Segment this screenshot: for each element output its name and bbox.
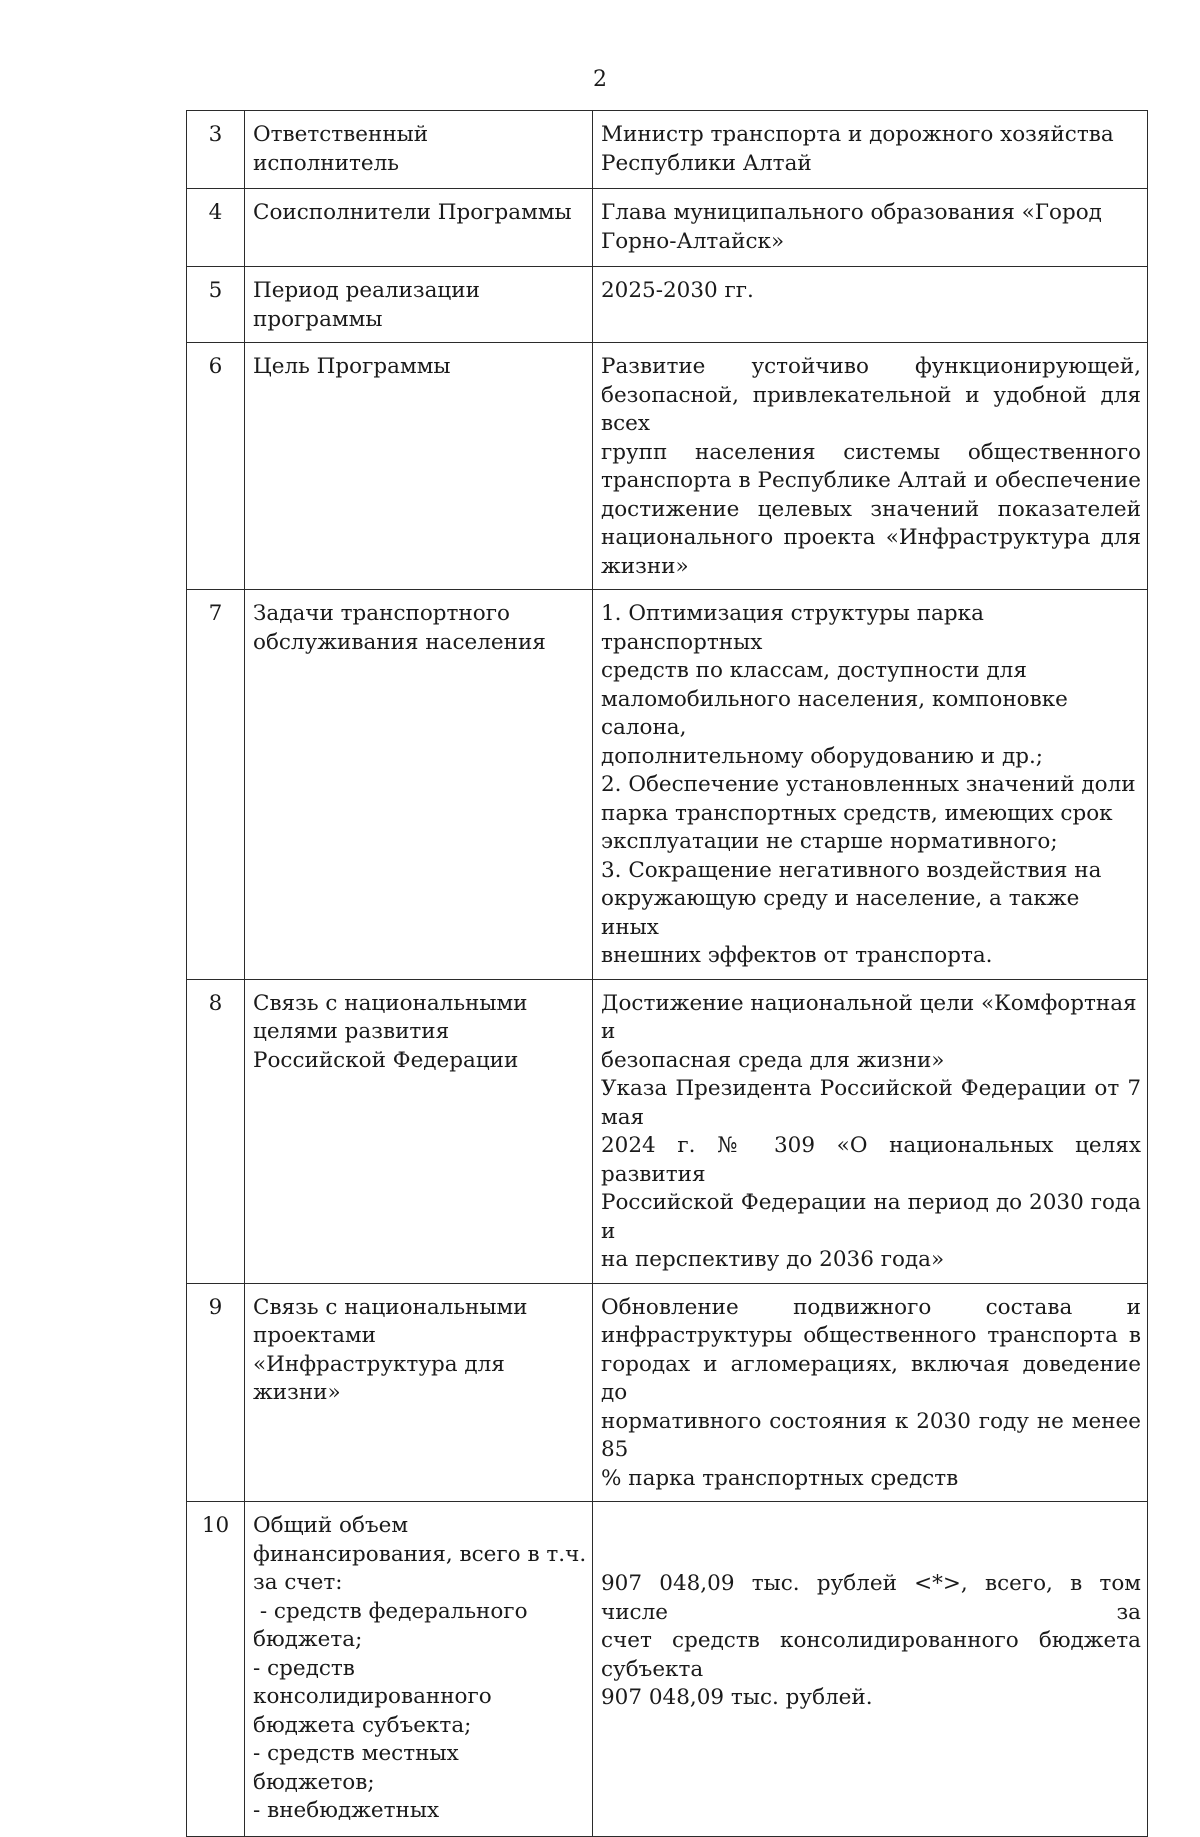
table-row bbox=[187, 979, 1148, 1283]
table-row bbox=[187, 267, 1148, 343]
row-label: Соисполнители Программы bbox=[245, 189, 593, 267]
row-number: 6 bbox=[187, 343, 245, 590]
program-passport-table bbox=[186, 110, 1148, 1837]
row-value: Обновление подвижного состава и инфраструктуры общественного транспорта в городах и агломерациях, включая доведение до нормативного состояния к 2030 году не менее 85 % парка транспортных средств bbox=[593, 1283, 1148, 1502]
row-label: Период реализации программы bbox=[245, 267, 593, 343]
row-value: 1. Оптимизация структуры парка транспортных средств по классам, доступности для маломобильного населения, компоновке салона, дополнительному оборудованию и др.; 2. Обеспечение установленных значений доли парка транспортных средств, имеющих срок эксплуатации не старше нормативного; 3. Сокращение негативного воздействия на окружающую среду и население, а также иных внешних эффектов от транспорта. bbox=[593, 590, 1148, 980]
table-row bbox=[187, 189, 1148, 267]
row-value: 907 048,09 тыс. рублей <*>, всего, в том числе за счет средств консолидированного бюджета субъекта 907 048,09 тыс. рублей. bbox=[593, 1502, 1148, 1837]
table-row bbox=[187, 1283, 1148, 1502]
row-label: Общий объем финансирования, всего в т.ч. за счет: - средств федерального бюджета; - средств консолидированного бюджета субъекта; - средств местных бюджетов; - внебюджетных bbox=[245, 1502, 593, 1837]
row-number: 7 bbox=[187, 590, 245, 980]
row-number: 3 bbox=[187, 111, 245, 189]
row-number: 9 bbox=[187, 1283, 245, 1502]
row-value: 2025-2030 гг. bbox=[593, 267, 1148, 343]
row-label: Задачи транспортного обслуживания населения bbox=[245, 590, 593, 980]
row-number: 4 bbox=[187, 189, 245, 267]
row-value: Министр транспорта и дорожного хозяйства Республики Алтай bbox=[593, 111, 1148, 189]
row-number: 10 bbox=[187, 1502, 245, 1837]
row-label: Связь с национальными проектами «Инфраструктура для жизни» bbox=[245, 1283, 593, 1502]
row-value: Достижение национальной цели «Комфортная и безопасная среда для жизни» Указа Президента Российской Федерации от 7 мая 2024 г. № 309 «О национальных целях развития Российской Федерации на период до 2030 года и на перспективу до 2036 года» bbox=[593, 979, 1148, 1283]
table-row bbox=[187, 590, 1148, 980]
row-number: 5 bbox=[187, 267, 245, 343]
row-value: Развитие устойчиво функционирующей, безопасной, привлекательной и удобной для всех групп населения системы общественного транспорта в Республике Алтай и обеспечение достижение целевых значений показателей национального проекта «Инфраструктура для жизни» bbox=[593, 343, 1148, 590]
row-label: Цель Программы bbox=[245, 343, 593, 590]
row-number: 8 bbox=[187, 979, 245, 1283]
table-row bbox=[187, 343, 1148, 590]
table-row bbox=[187, 1502, 1148, 1837]
row-value: Глава муниципального образования «Город Горно-Алтайск» bbox=[593, 189, 1148, 267]
row-label: Связь с национальными целями развития Российской Федерации bbox=[245, 979, 593, 1283]
page-number: 2 bbox=[593, 67, 607, 92]
table-row bbox=[187, 111, 1148, 189]
row-label: Ответственный исполнитель bbox=[245, 111, 593, 189]
